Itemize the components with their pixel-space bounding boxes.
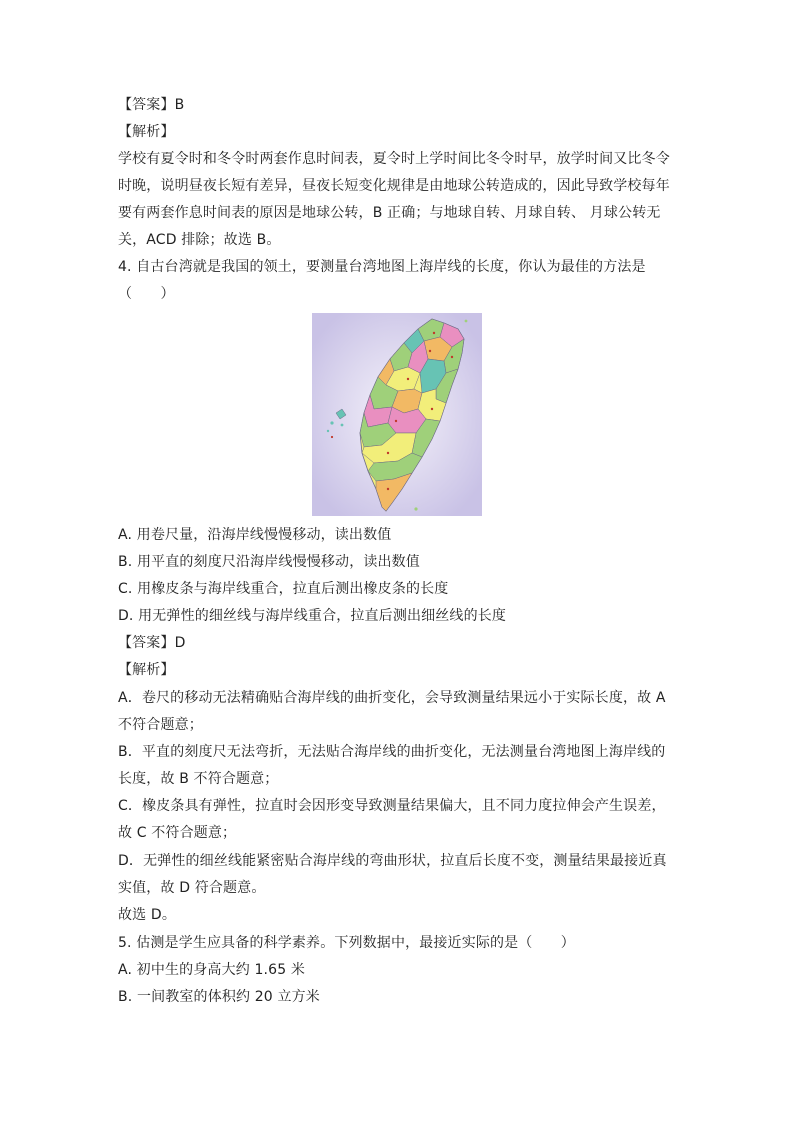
q4-analysis-line: 不符合题意；	[118, 717, 203, 733]
q4-option-c: C. 用橡皮条与海岸线重合，拉直后测出橡皮条的长度	[118, 581, 449, 597]
q4-answer: 【答案】D	[118, 635, 186, 651]
taiwan-map-icon	[312, 313, 482, 516]
q4-option-d: D. 用无弹性的细丝线与海岸线重合，拉直后测出细丝线的长度	[118, 608, 507, 624]
q4-stem: 4. 自古台湾就是我国的领土，要测量台湾地图上海岸线的长度，你认为最佳的方法是	[118, 259, 646, 275]
q3-analysis-line: 要有两套作息时间表的原因是地球公转，B 正确；与地球自转、月球自转、 月球公转无	[118, 205, 661, 221]
q4-option-a: A. 用卷尺量，沿海岸线慢慢移动，读出数值	[118, 527, 392, 543]
q4-conclusion: 故选 D。	[118, 907, 176, 923]
q4-analysis-line: 实值，故 D 符合题意。	[118, 880, 266, 896]
q4-analysis-line: B．平直的刻度尺无法弯折，无法贴合海岸线的曲折变化，无法测量台湾地图上海岸线的	[118, 744, 666, 760]
q4-analysis-label: 【解析】	[118, 662, 175, 678]
q4-analysis-line: C．橡皮条具有弹性，拉直时会因形变导致测量结果偏大，且不同力度拉伸会产生误差，	[118, 798, 666, 814]
q4-analysis-line: D．无弹性的细丝线能紧密贴合海岸线的弯曲形状，拉直后长度不变，测量结果最接近真	[118, 853, 667, 869]
q3-analysis-line: 关，ACD 排除；故选 B。	[118, 232, 281, 248]
q4-analysis-line: 故 C 不符合题意；	[118, 825, 237, 841]
q4-analysis-line: A．卷尺的移动无法精确贴合海岸线的曲折变化，会导致测量结果远小于实际长度，故 A	[118, 690, 666, 706]
q3-analysis-line: 学校有夏令时和冬令时两套作息时间表，夏令时上学时间比冬令时早，放学时间又比冬令	[118, 151, 670, 167]
q3-answer: 【答案】B	[118, 97, 185, 113]
q4-stem-bracket: （ ）	[118, 286, 175, 302]
taiwan-map-image	[312, 313, 482, 516]
q4-option-b: B. 用平直的刻度尺沿海岸线慢慢移动，读出数值	[118, 554, 420, 570]
q5-stem: 5. 估测是学生应具备的科学素养。下列数据中，最接近实际的是（ ）	[118, 935, 575, 951]
q5-option-b: B. 一间教室的体积约 20 立方米	[118, 989, 320, 1005]
q4-analysis-line: 长度，故 B 不符合题意；	[118, 771, 279, 787]
q3-analysis-label: 【解析】	[118, 124, 175, 140]
q3-analysis-line: 时晚，说明昼夜长短有差异，昼夜长短变化规律是由地球公转造成的，因此导致学校每年	[118, 178, 670, 194]
q5-option-a: A. 初中生的身高大约 1.65 米	[118, 962, 306, 978]
